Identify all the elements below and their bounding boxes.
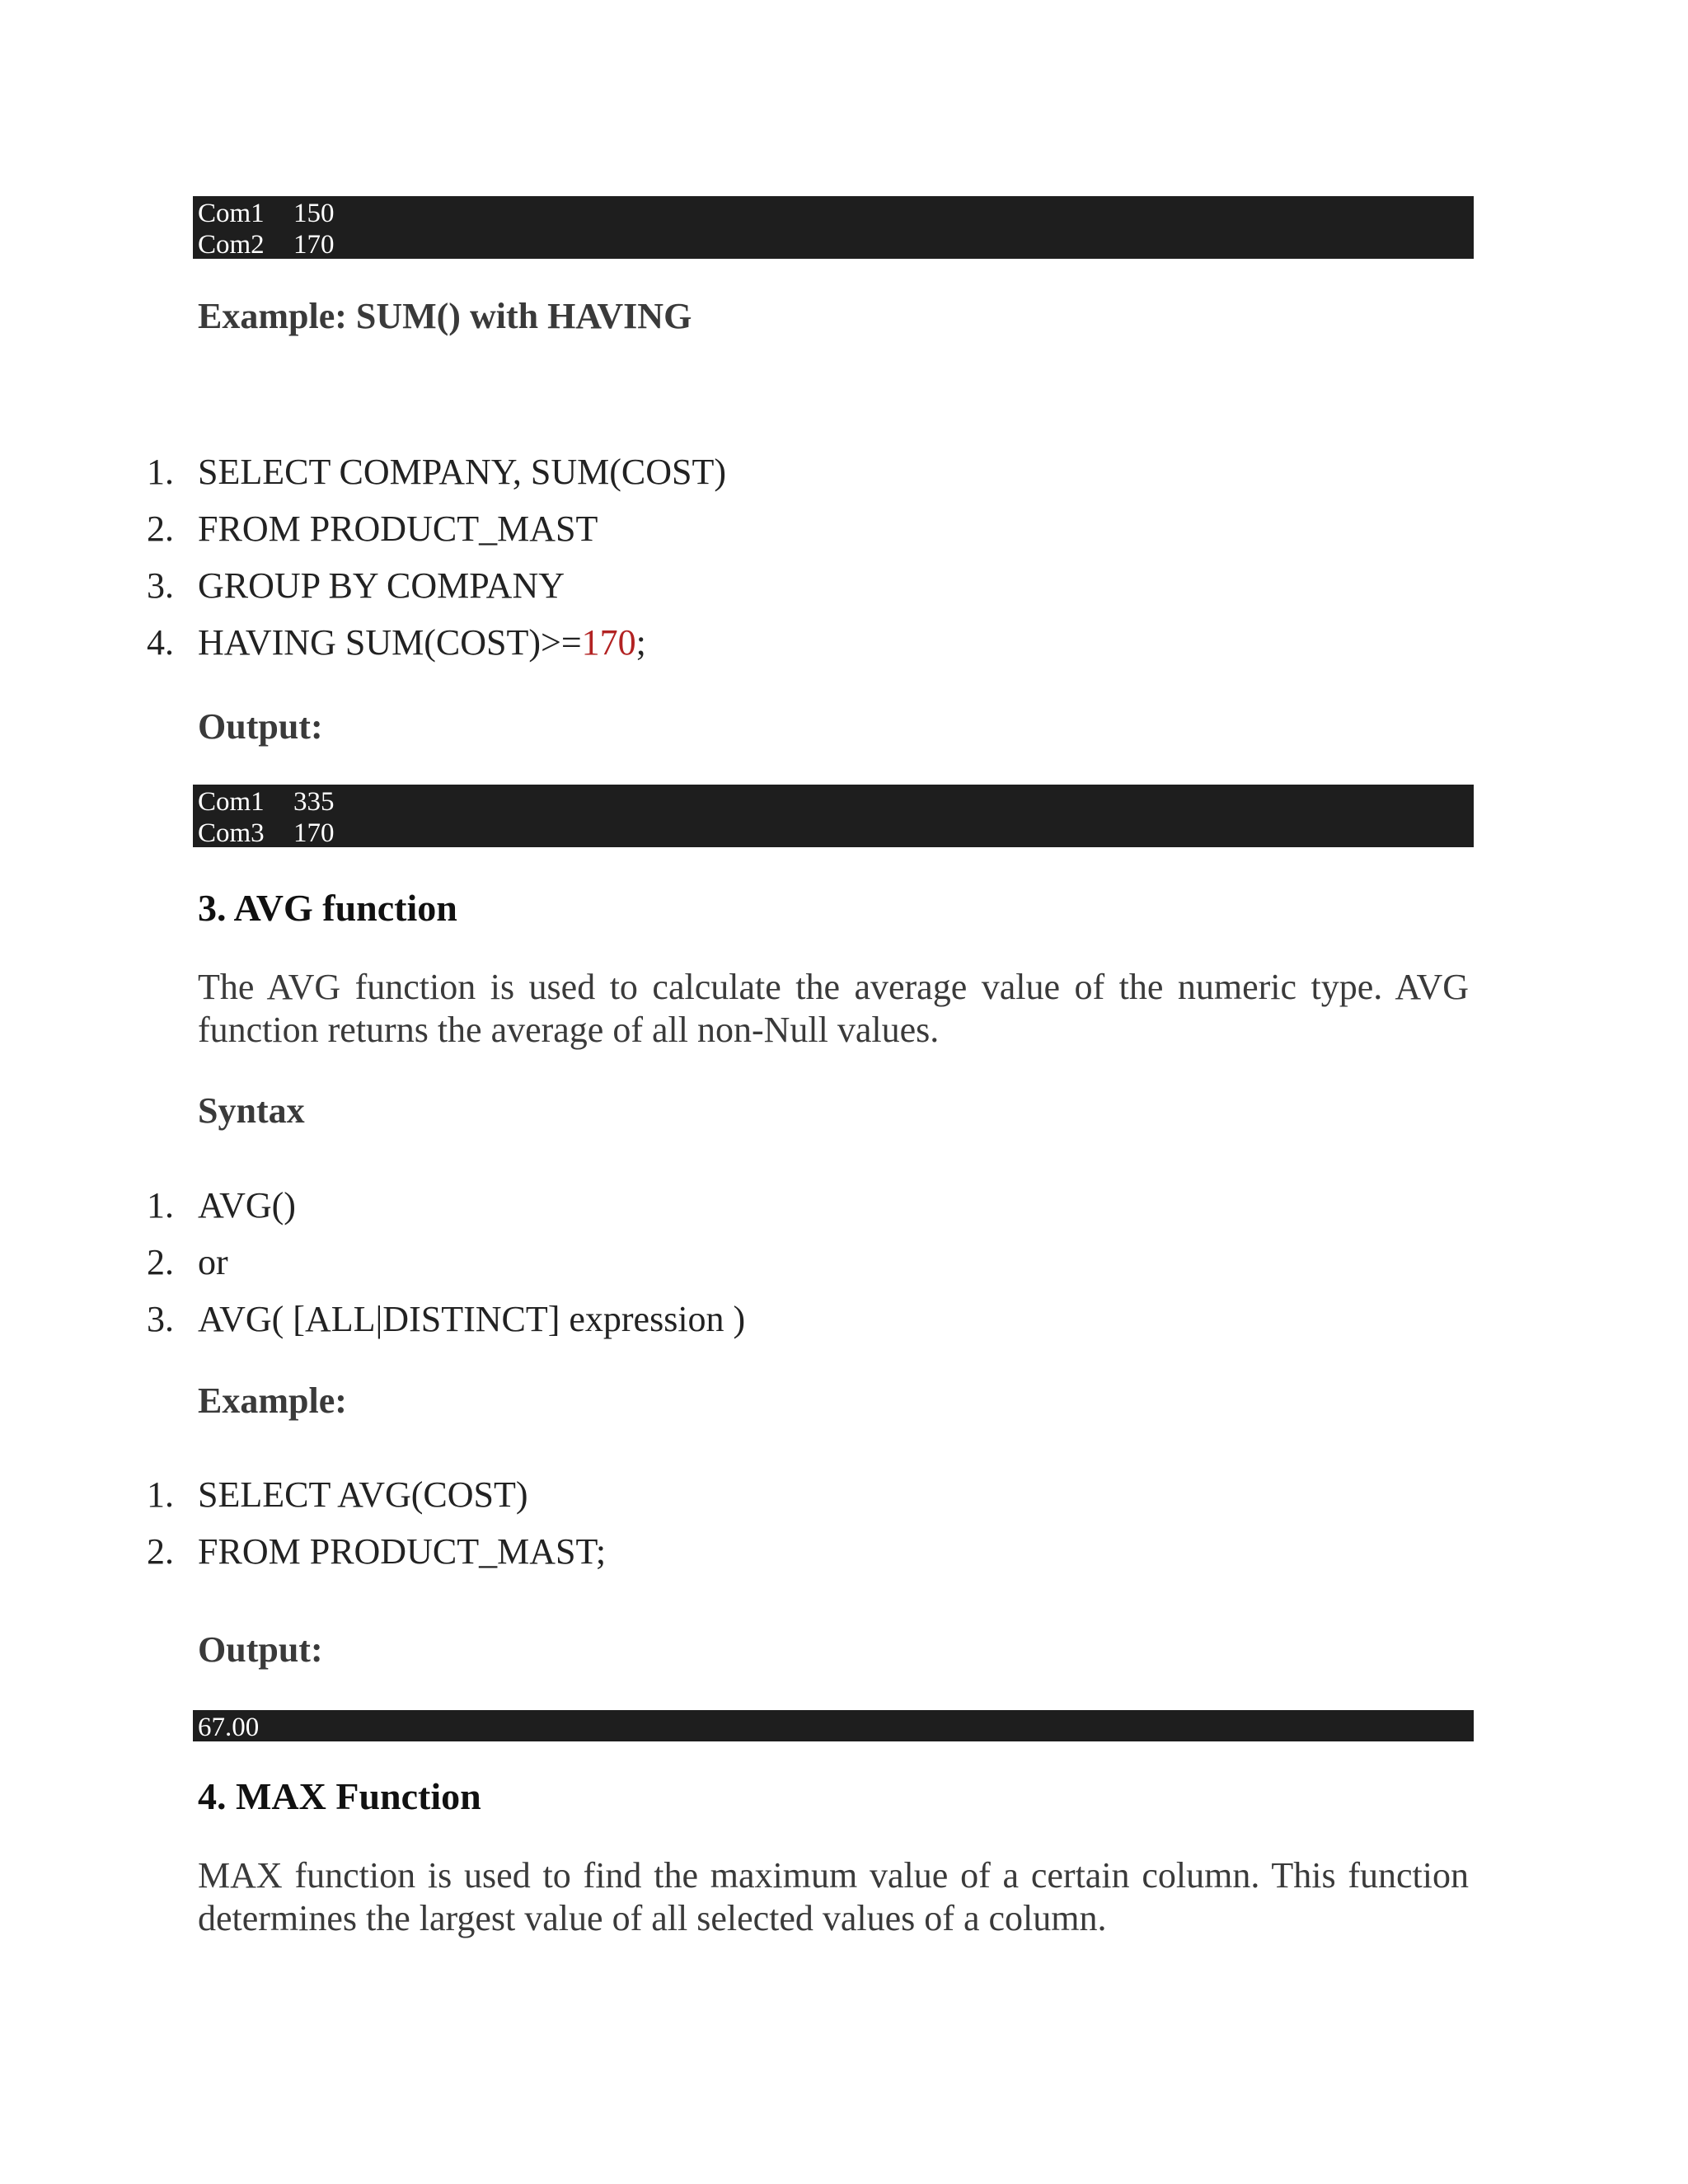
output-box — [193, 1710, 1474, 1741]
example-title: Example: SUM() with HAVING — [198, 296, 692, 336]
line-number: 3. — [147, 565, 174, 606]
code-text: AVG( [ALL|DISTINCT] expression ) — [198, 1299, 746, 1339]
line-number: 4. — [147, 622, 174, 663]
output-row — [198, 198, 1474, 229]
syntax-label: Syntax — [198, 1090, 305, 1131]
code-text-before: HAVING SUM(COST)>= — [198, 622, 582, 663]
numeric-literal: 170 — [581, 622, 636, 663]
code-text: SELECT AVG(COST) — [198, 1474, 528, 1515]
example-label: Example: — [198, 1380, 347, 1421]
output-row — [198, 818, 1474, 849]
output-label: Output: — [198, 706, 323, 747]
output-value: 335 — [293, 787, 335, 817]
code-text — [198, 614, 646, 671]
section-description-max: MAX function is used to find the maximum value of a certain column. This function determines the largest value of all selected values of a column. — [198, 1855, 1469, 1938]
output-company: Com1 — [198, 787, 265, 817]
code-text: or — [198, 1242, 228, 1282]
output-value: 170 — [293, 818, 335, 848]
line-number: 2. — [147, 1242, 174, 1282]
output-value: 150 — [293, 199, 335, 228]
line-number: 1. — [147, 452, 174, 492]
code-text: FROM PRODUCT_MAST — [198, 509, 598, 549]
output-box — [193, 785, 1474, 847]
section-description-avg: The AVG function is used to calculate the average value of the numeric type. AVG function returns the average of all non-Null values. — [198, 967, 1469, 1050]
output-company: Com1 — [198, 199, 265, 228]
code-text: AVG() — [198, 1185, 296, 1226]
output-label: Output: — [198, 1629, 323, 1670]
code-text: GROUP BY COMPANY — [198, 565, 565, 606]
output-row — [198, 786, 1474, 818]
output-company: Com3 — [198, 818, 265, 848]
code-text: SELECT COMPANY, SUM(COST) — [198, 452, 727, 492]
code-text: FROM PRODUCT_MAST; — [198, 1531, 607, 1572]
output-value: 67.00 — [198, 1713, 260, 1742]
code-text-after: ; — [635, 622, 646, 663]
section-heading-avg: 3. AVG function — [198, 887, 457, 929]
section-heading-max: 4. MAX Function — [198, 1775, 481, 1817]
output-row — [198, 229, 1474, 260]
line-number: 1. — [147, 1185, 174, 1226]
line-number: 2. — [147, 1531, 174, 1572]
output-company: Com2 — [198, 230, 265, 260]
line-number: 1. — [147, 1474, 174, 1515]
output-box — [193, 196, 1474, 259]
line-number: 2. — [147, 509, 174, 549]
output-value: 170 — [293, 230, 335, 260]
line-number: 3. — [147, 1299, 174, 1339]
